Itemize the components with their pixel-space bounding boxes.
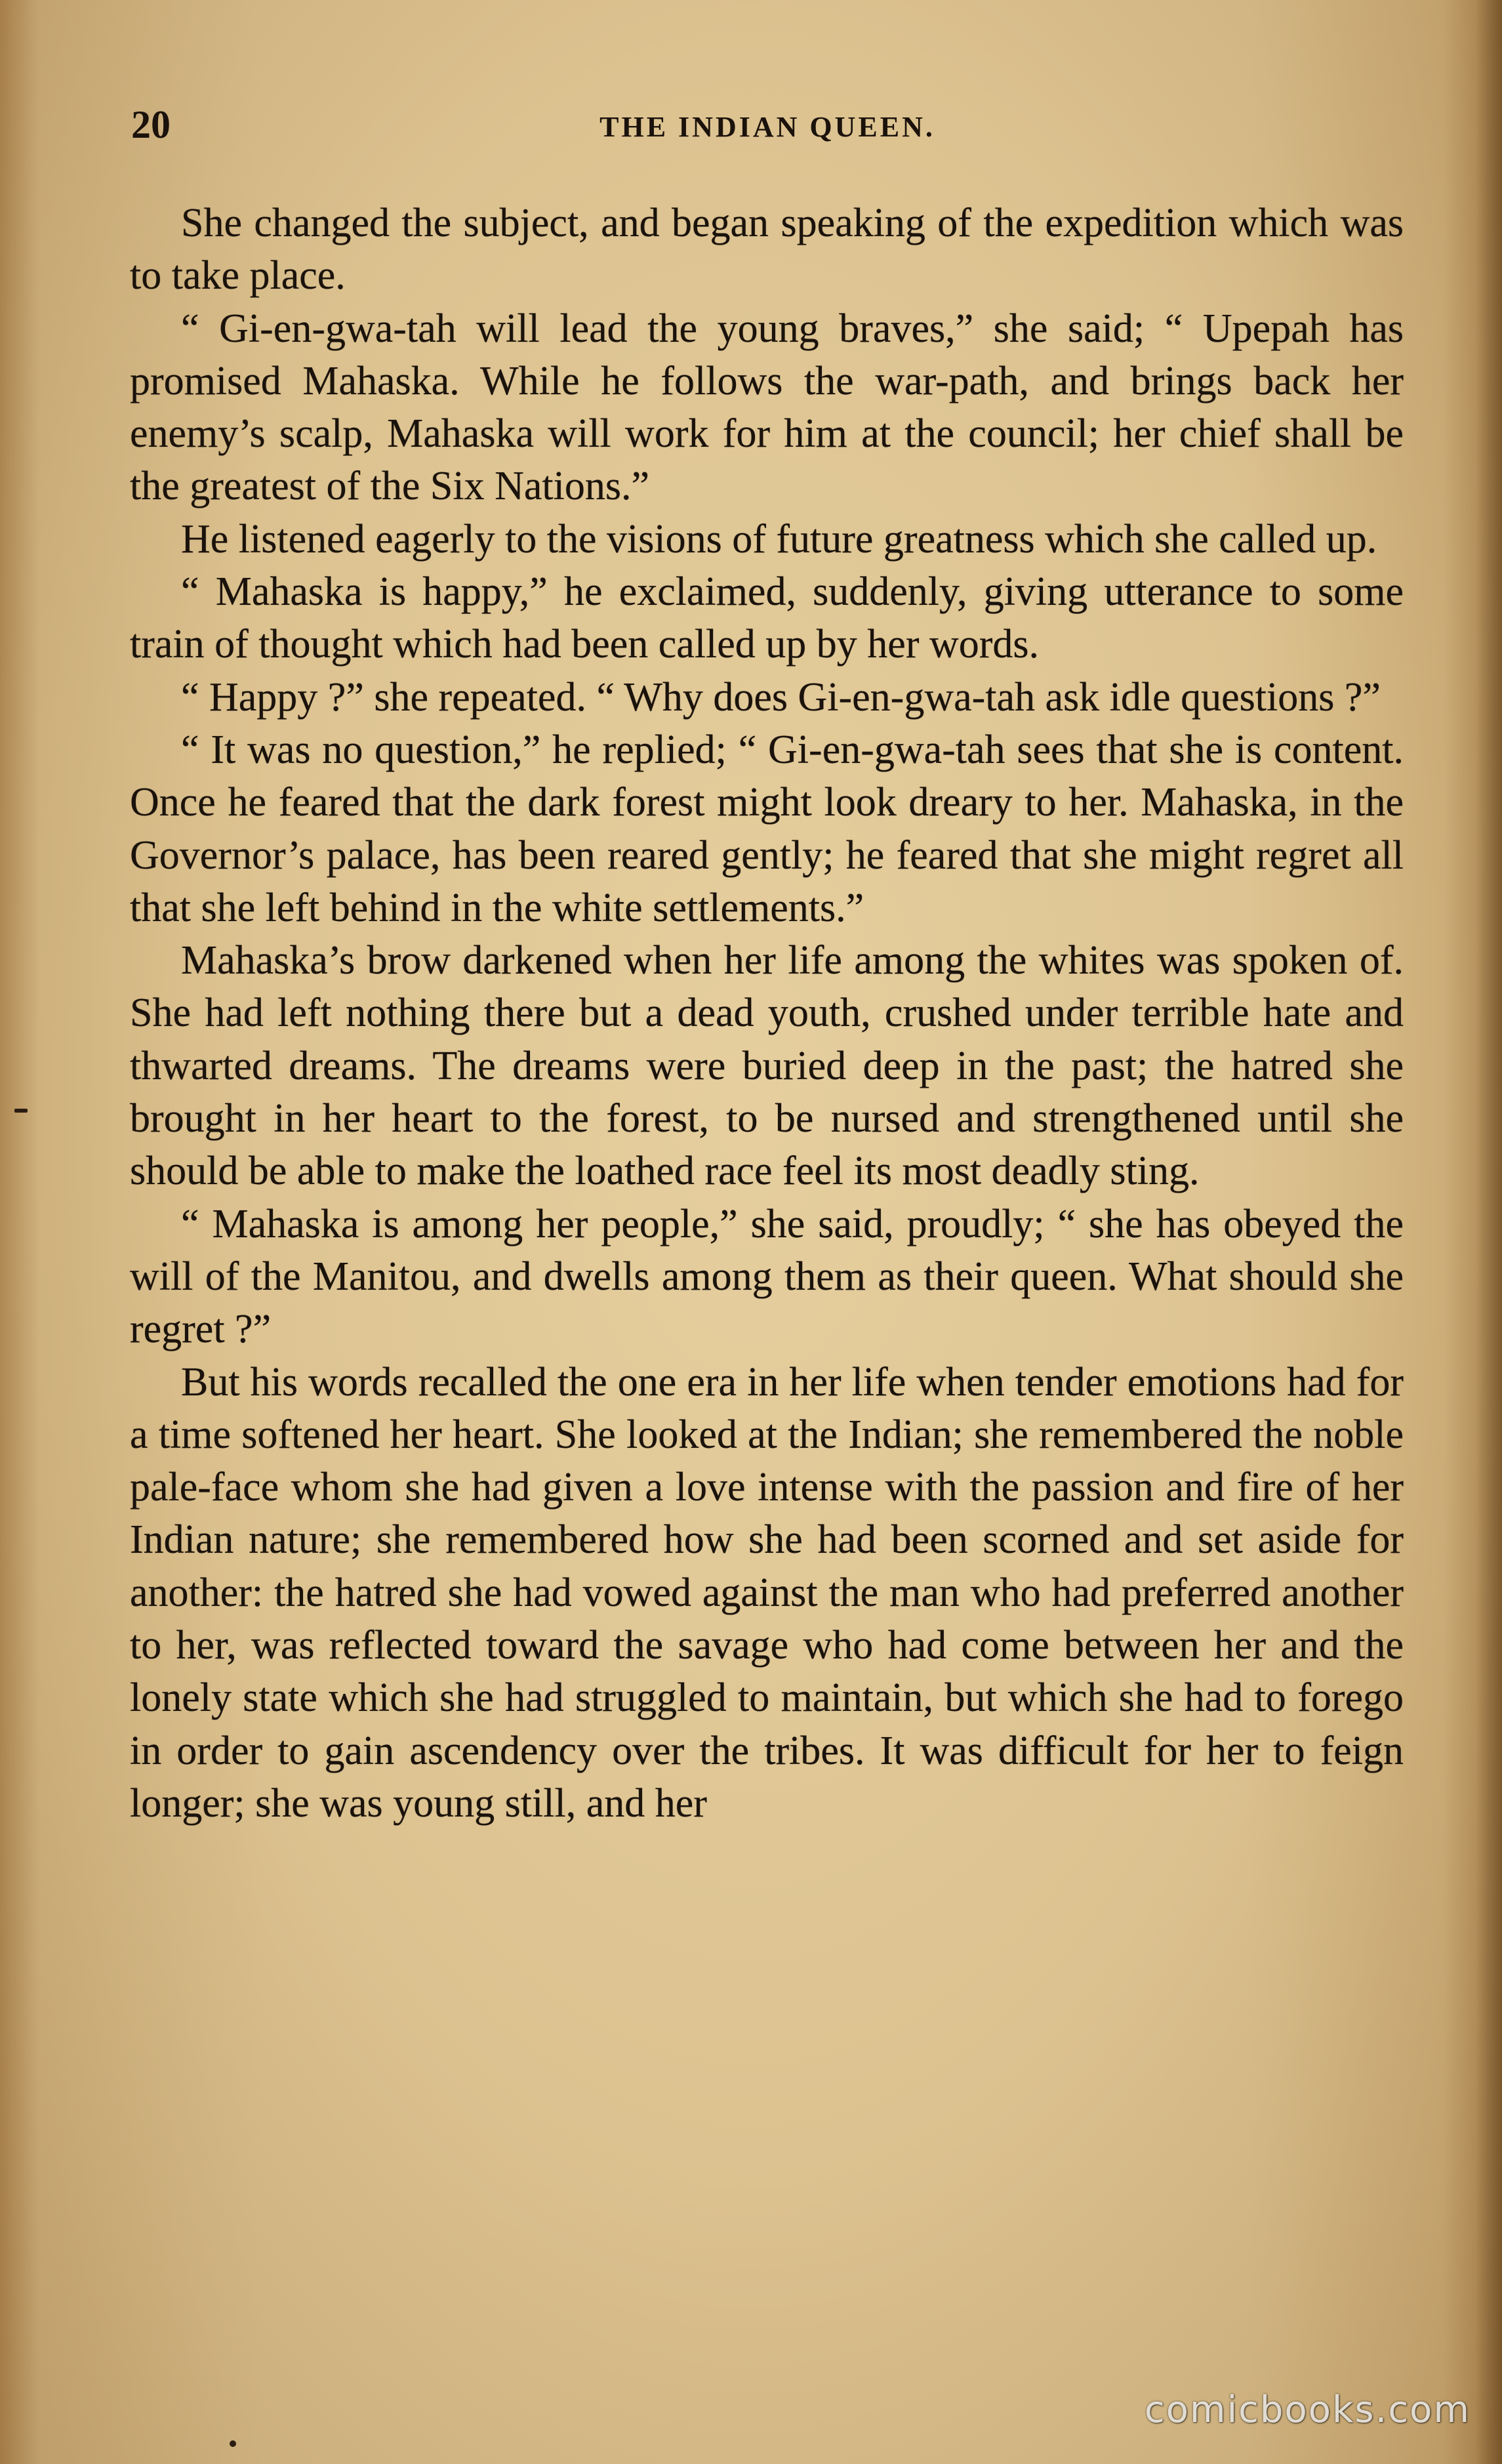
paragraph: He listened eagerly to the visions of future greatness which she called up. — [181, 516, 1377, 562]
paragraph: “ Mahaska is among her people,” she said, proudly; “ she has obeyed the will of the Manitou, and dwells among them as their queen. What should she regret ?” — [130, 1201, 1404, 1352]
page-header — [131, 98, 1404, 151]
watermark: comicbooks.com — [1144, 2389, 1471, 2431]
paragraph: “ It was no question,” he replied; “ Gi-en-gwa-tah sees that she is content. Once he feared that the dark forest might look dreary to her. Mahaska, in the Governor’s palace, has been reared gently; he feared that she might regret all that she left behind in the white settlements.” — [130, 727, 1404, 930]
page-number: 20 — [131, 103, 171, 146]
paragraph: But his words recalled the one era in her life when tender emotions had for a time softened her heart. She looked at the Indian; she remembered the noble pale-face whom she had given a love intense with the passion and fire of her Indian nature; she remembered how she had been scorned and set aside for another: the hatred she had vowed against the man who had preferred another to her, was reflected toward the savage who had come between her and the lonely state which she had struggled to maintain, but which she had to forego in order to gain ascendency over the tribes. It was difficult for her to feign longer; she was young still, and her — [130, 1359, 1404, 1826]
page-edge-shadow — [1476, 0, 1502, 2464]
paragraph: She changed the subject, and began speaking of the expedition which was to take place. — [130, 201, 1404, 298]
paragraph: Mahaska’s brow darkened when her life among the whites was spoken of. She had left nothing there but a dead youth, crushed under terrible hate and thwarted dreams. The dreams were buried deep in the past; the hatred she brought in her heart to the forest, to be nursed and strengthened until she should be able to make the loathed race feel its most deadly sting. — [130, 938, 1404, 1194]
paragraph: “ Gi-en-gwa-tah will lead the young braves,” she said; “ Upepah has promised Mahaska. While he follows the war-path, and brings back her enemy’s scalp, Mahaska will work for him at the council; her chief shall be the greatest of the Six Nations.” — [130, 306, 1404, 509]
running-head: THE INDIAN QUEEN. — [599, 111, 935, 143]
body-text — [130, 197, 1404, 1830]
paragraph: “ Mahaska is happy,” he exclaimed, suddenly, giving utterance to some train of thought which had been called up by her words. — [130, 569, 1404, 667]
ink-speck — [230, 2440, 236, 2447]
ink-speck — [14, 1109, 28, 1113]
paragraph: “ Happy ?” she repeated. “ Why does Gi-en-gwa-tah ask idle questions ?” — [181, 674, 1381, 720]
